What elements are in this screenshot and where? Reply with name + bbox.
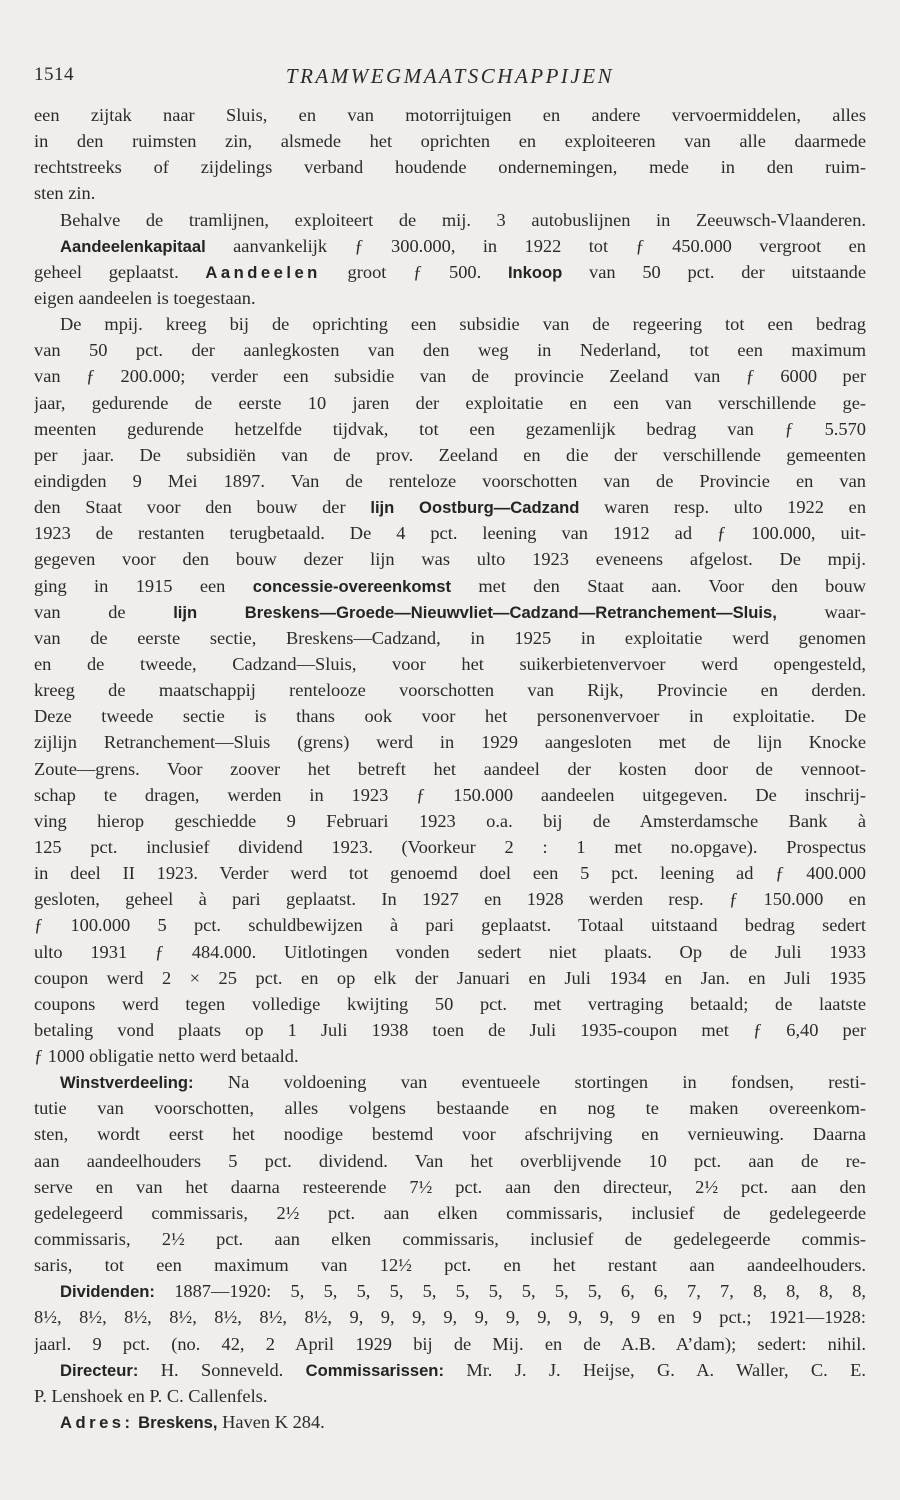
text-run: eigen aandeelen is toegestaan.	[34, 287, 256, 308]
page-header	[34, 64, 866, 90]
text-run: Deze tweede sectie is thans ook voor het personenvervoer in exploitatie. De	[34, 706, 866, 727]
bold-term: Winstverdeeling:	[60, 1073, 194, 1093]
text-line	[34, 573, 866, 599]
text-line	[34, 468, 866, 494]
text-line	[34, 128, 866, 154]
text-line	[34, 390, 866, 416]
bold-term: Directeur:	[60, 1360, 139, 1380]
text-run: met den Staat aan. Voor den bouw	[451, 575, 866, 596]
text-run: waren resp. ulto 1922 en	[579, 497, 866, 518]
bold-term: lijn Oostburg—Cadzand	[370, 498, 580, 518]
text-run: meenten gedurende hetzelfde tijdvak, tot een gezamenlijk bedrag van ƒ 5.570	[34, 418, 866, 439]
text-run: serve en van het daarna resteerende 7½ pct. aan den directeur, 2½ pct. aan den	[34, 1176, 866, 1197]
text-run: P. Lenshoek en P. C. Callenfels.	[34, 1385, 268, 1406]
text-run: van 50 pct. der uitstaande	[562, 261, 866, 282]
text-line	[34, 442, 866, 468]
text-run: en de tweede, Cadzand—Sluis, voor het suikerbietenvervoer werd opengesteld,	[34, 653, 866, 674]
text-run: ƒ 100.000 5 pct. schuldbewijzen à pari geplaatst. Totaal uitstaand bedrag sedert	[34, 915, 866, 936]
text-line	[34, 729, 866, 755]
text-run: Zoute—grens. Voor zoover het betreft het aandeel der kosten door de vennoot-	[34, 758, 866, 779]
text-run: 8½, 8½, 8½, 8½, 8½, 8½, 8½, 9, 9, 9, 9, 9, 9, 9, 9, 9, 9 en 9 pct.; 1921—1928:	[34, 1307, 866, 1328]
text-line	[34, 1174, 866, 1200]
text-run: gedelegeerd commissaris, 2½ pct. aan elken commissaris, inclusief de gedelegeerde	[34, 1202, 866, 1223]
text-line	[34, 1017, 866, 1043]
text-line	[34, 363, 866, 389]
text-run: jaar, gedurende de eerste 10 jaren der exploitatie en een van verschillende ge-	[34, 392, 866, 413]
text-line	[34, 1043, 866, 1069]
text-line	[34, 1331, 866, 1357]
text-run: Na voldoening van eventueele stortingen in fondsen, resti-	[193, 1072, 866, 1093]
text-run: Haven K 284.	[217, 1412, 325, 1433]
text-run: Behalve de tramlijnen, exploiteert de mij. 3 autobuslijnen in Zeeuwsch-Vlaanderen.	[60, 209, 866, 230]
text-run: aan aandeelhouders 5 pct. dividend. Van het overblijvende 10 pct. aan de re-	[34, 1150, 866, 1171]
text-line	[34, 285, 866, 311]
text-line	[34, 991, 866, 1017]
text-run: ƒ 1000 obligatie netto werd betaald.	[34, 1046, 299, 1067]
text-line	[34, 494, 866, 520]
bold-term: Breskens,	[138, 1413, 218, 1433]
text-line	[34, 337, 866, 363]
text-run: commissaris, 2½ pct. aan elken commissaris, inclusief de gedelegeerde commis-	[34, 1229, 866, 1250]
body-text	[34, 102, 866, 1435]
text-run: eindigden 9 Mei 1897. Van de renteloze voorschotten van de Provincie en van	[34, 470, 866, 491]
text-run: De mpij. kreeg bij de oprichting een subsidie van de regeering tot een bedrag	[60, 314, 866, 335]
text-run: een zijtak naar Sluis, en van motorrijtuigen en andere vervoermiddelen, alles	[34, 105, 866, 125]
text-line	[34, 808, 866, 834]
text-run: Mr. J. J. Heijse, G. A. Waller, C. E.	[443, 1359, 866, 1380]
text-line	[34, 939, 866, 965]
text-line	[34, 520, 866, 546]
text-line	[34, 416, 866, 442]
text-run: in den ruimsten zin, alsmede het oprichten en exploiteeren van alle daarmede	[34, 131, 866, 152]
text-run: ging in 1915 een	[34, 575, 253, 596]
text-run: 125 pct. inclusief dividend 1923. (Voorkeur 2 : 1 met no.opgave). Prospectus	[34, 836, 866, 857]
text-run: waar-	[776, 601, 866, 622]
text-line	[34, 1278, 866, 1304]
text-run: 1923 de restanten terugbetaald. De 4 pct. leening van 1912 ad ƒ 100.000, uit-	[34, 523, 866, 544]
text-run: in deel II 1923. Verder werd tot genoemd doel een 5 pct. leening ad ƒ 400.000	[34, 863, 866, 884]
bold-term: Inkoop	[507, 262, 563, 282]
text-run: sten zin.	[34, 183, 96, 204]
text-line	[34, 651, 866, 677]
text-run: coupons werd tegen volledige kwijting 50 pct. met vertraging betaald; de laatste	[34, 993, 866, 1014]
text-run: gegeven voor den bouw dezer lijn was ulto 1923 eveneens afgelost. De mpij.	[34, 549, 866, 570]
text-run: van de	[34, 601, 174, 622]
text-run: kreeg de maatschappij rentelooze voorschotten van Rijk, Provincie en derden.	[34, 680, 866, 701]
text-line	[34, 912, 866, 938]
text-line	[34, 233, 866, 259]
text-line	[34, 102, 866, 128]
text-run: rechtstreeks of zijdelings verband houdende ondernemingen, mede in den ruim-	[34, 157, 866, 178]
text-line	[34, 965, 866, 991]
text-run: zijlijn Retranchement—Sluis (grens) werd in 1929 aangesloten met de lijn Knocke	[34, 732, 866, 753]
text-line	[34, 1252, 866, 1278]
text-run: gesloten, geheel à pari geplaatst. In 1927 en 1928 werden resp. ƒ 150.000 en	[34, 889, 866, 910]
text-line	[34, 860, 866, 886]
text-line	[34, 703, 866, 729]
text-line	[34, 1200, 866, 1226]
text-run: van ƒ 200.000; verder een subsidie van de provincie Zeeland van ƒ 6000 per	[34, 366, 866, 387]
text-run: H. Sonneveld.	[138, 1359, 306, 1380]
running-title: TRAMWEGMAATSCHAPPIJEN	[285, 64, 615, 88]
text-run: ulto 1931 ƒ 484.000. Uitlotingen vonden sedert niet plaats. Op de Juli 1933	[34, 941, 866, 962]
text-line	[34, 886, 866, 912]
text-run: aanvankelijk ƒ 300.000, in 1922 tot ƒ 450.000 vergroot en	[205, 235, 866, 256]
text-line	[34, 1383, 866, 1409]
spaced-term: Adres:	[60, 1413, 134, 1433]
text-line	[34, 782, 866, 808]
text-line	[34, 154, 866, 180]
text-line	[34, 1148, 866, 1174]
text-run: geheel geplaatst.	[34, 261, 206, 282]
text-line	[34, 1409, 866, 1435]
text-line	[34, 1226, 866, 1252]
text-line	[34, 1304, 866, 1330]
text-run: betaling vond plaats op 1 Juli 1938 toen de Juli 1935-coupon met ƒ 6,40 per	[34, 1019, 866, 1040]
text-line	[34, 1069, 866, 1095]
text-line	[34, 677, 866, 703]
text-run: sten, wordt eerst het noodige bestemd voor afschrijving en vernieuwing. Daarna	[34, 1124, 866, 1145]
bold-term: concessie-overeenkomst	[252, 576, 452, 596]
bold-term: Commissarissen:	[305, 1360, 444, 1380]
text-line	[34, 756, 866, 782]
spaced-term: Aandeelen	[205, 262, 321, 282]
text-run: van 50 pct. der aanlegkosten van den weg in Nederland, tot een maximum	[34, 340, 866, 361]
text-line	[34, 259, 866, 285]
bold-term: lijn Breskens—Groede—Nieuwvliet—Cadzand—Retranchement—Sluis,	[173, 602, 777, 622]
text-run: den Staat voor den bouw der	[34, 497, 371, 518]
text-line	[34, 834, 866, 860]
bold-term: Aandeelenkapitaal	[60, 236, 206, 256]
text-run: ving hierop geschiedde 9 Februari 1923 o.a. bij de Amsterdamsche Bank à	[34, 810, 866, 831]
page-number: 1514	[34, 64, 74, 85]
text-line	[34, 311, 866, 337]
text-run: per jaar. De subsidiën van de prov. Zeeland en die der verschillende gemeenten	[34, 444, 866, 465]
text-run: van de eerste sectie, Breskens—Cadzand, in 1925 in exploitatie werd genomen	[34, 627, 866, 648]
text-line	[34, 1357, 866, 1383]
text-run: 1887—1920: 5, 5, 5, 5, 5, 5, 5, 5, 5, 5, 6, 6, 7, 7, 8, 8, 8, 8,	[154, 1281, 866, 1302]
text-run: coupon werd 2 × 25 pct. en op elk der Januari en Juli 1934 en Jan. en Juli 1935	[34, 967, 866, 988]
text-run: schap te dragen, werden in 1923 ƒ 150.000 aandeelen uitgegeven. De inschrij-	[34, 784, 866, 805]
text-line	[34, 1095, 866, 1121]
text-line	[34, 1121, 866, 1147]
text-run: groot ƒ 500.	[320, 261, 508, 282]
text-line	[34, 546, 866, 572]
text-line	[34, 599, 866, 625]
text-run: saris, tot een maximum van 12½ pct. en het restant aan aandeelhouders.	[34, 1255, 866, 1276]
bold-term: Dividenden:	[60, 1282, 155, 1302]
text-line	[34, 207, 866, 233]
text-run: jaarl. 9 pct. (no. 42, 2 April 1929 bij de Mij. en de A.B. A’dam); sedert: nihil.	[34, 1333, 866, 1354]
text-run: tutie van voorschotten, alles volgens bestaande en nog te maken overeenkom-	[34, 1098, 866, 1119]
text-line	[34, 180, 866, 206]
text-line	[34, 625, 866, 651]
